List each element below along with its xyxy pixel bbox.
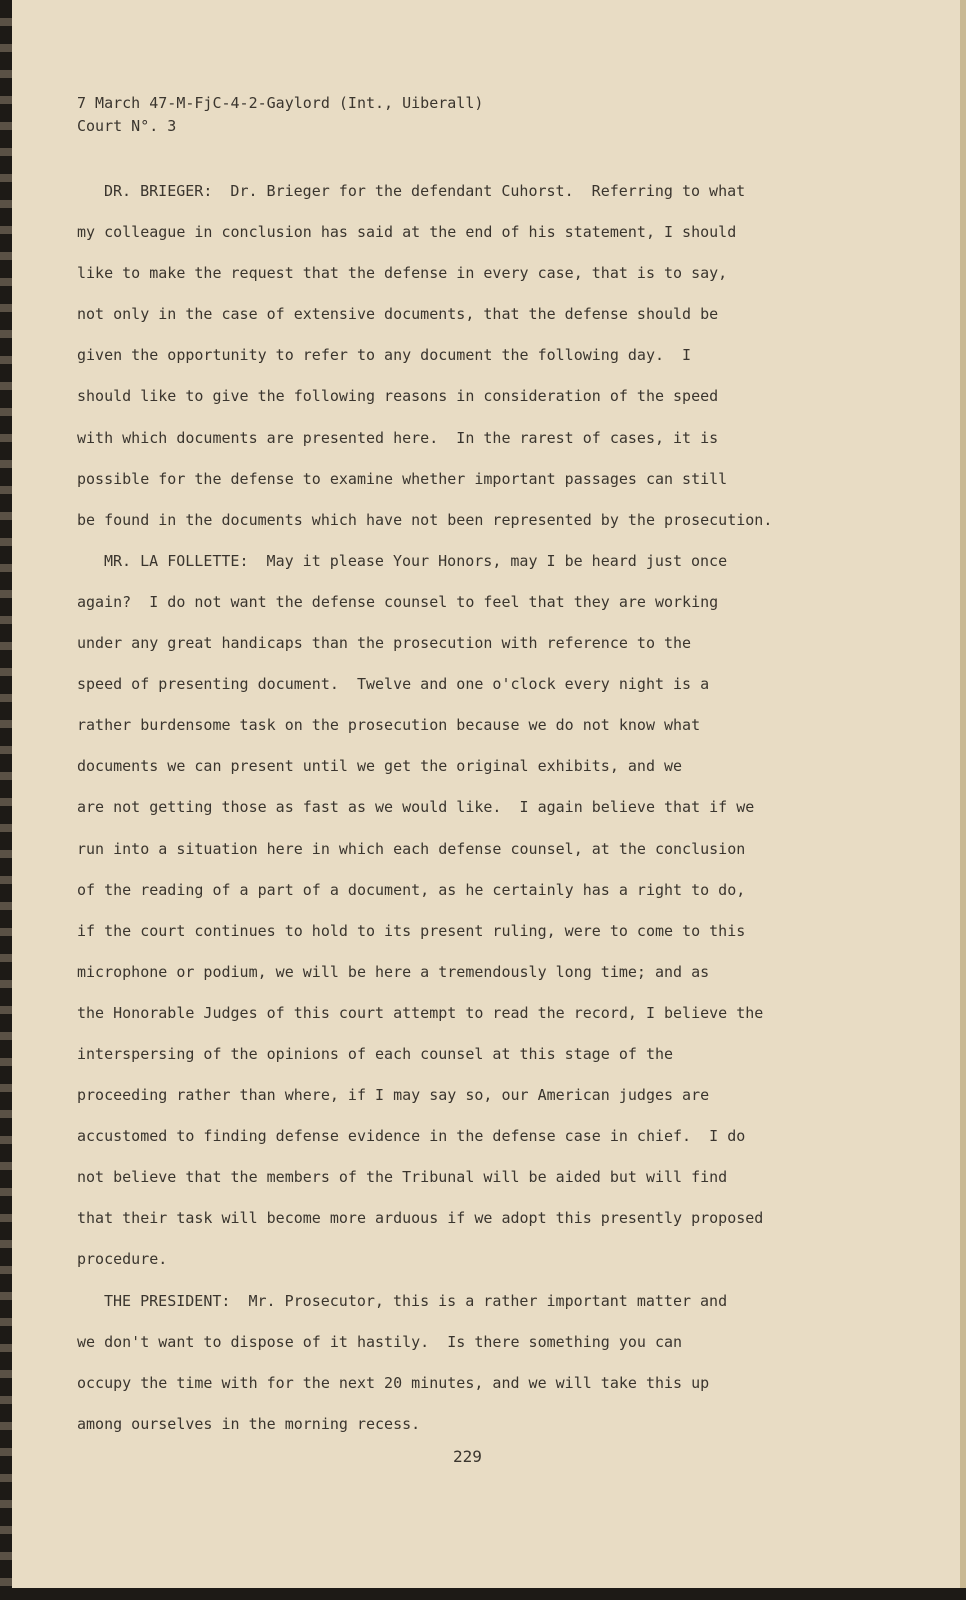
transcript-line: DR. BRIEGER: Dr. Brieger for the defendant Cuhorst. Referring to what bbox=[104, 182, 746, 200]
transcript-line: of the reading of a part of a document, as he certainly has a right to do, bbox=[77, 880, 746, 899]
transcript-body bbox=[77, 179, 867, 1453]
transcript-line: accustomed to finding defense evidence in the defense case in chief. I do bbox=[77, 1127, 746, 1146]
page-right-edge bbox=[960, 0, 966, 1600]
transcript-line: interspersing of the opinions of each counsel at this stage of the bbox=[77, 1044, 674, 1063]
page-number: 229 bbox=[453, 1447, 482, 1466]
transcript-line: THE PRESIDENT: Mr. Prosecutor, this is a rather important matter and bbox=[104, 1291, 728, 1310]
transcript-line: speed of presenting document. Twelve and one o'clock every night is a bbox=[77, 675, 710, 694]
transcript-line: like to make the request that the defense in every case, that is to say, bbox=[77, 264, 728, 283]
transcript-line: if the court continues to hold to its present ruling, were to come to this bbox=[77, 921, 746, 940]
header-reference-line: 7 March 47-M-FjC-4-2-Gaylord (Int., Uiberall) bbox=[77, 94, 484, 112]
transcript-line: MR. LA FOLLETTE: May it please Your Honors, may I be heard just once bbox=[104, 551, 728, 570]
transcript-line: should like to give the following reasons in consideration of the speed bbox=[77, 387, 719, 406]
transcript-line: among ourselves in the morning recess. bbox=[77, 1414, 421, 1433]
transcript-line: my colleague in conclusion has said at the end of his statement, I should bbox=[77, 223, 737, 242]
transcript-line: we don't want to dispose of it hastily. Is there something you can bbox=[77, 1332, 683, 1351]
transcript-line: not only in the case of extensive documents, that the defense should be bbox=[77, 305, 719, 324]
transcript-line: be found in the documents which have not been represented by the prosecution. bbox=[77, 510, 773, 529]
transcript-line: proceeding rather than where, if I may say so, our American judges are bbox=[77, 1086, 710, 1105]
transcript-line: given the opportunity to refer to any document the following day. I bbox=[77, 346, 692, 365]
transcript-line: possible for the defense to examine whether important passages can still bbox=[77, 469, 728, 488]
transcript-line: documents we can present until we get the original exhibits, and we bbox=[77, 757, 683, 776]
transcript-line: procedure. bbox=[77, 1250, 168, 1269]
transcript-line: are not getting those as fast as we would like. I again believe that if we bbox=[77, 798, 755, 817]
page-bottom-edge bbox=[0, 1588, 966, 1600]
transcript-line: microphone or podium, we will be here a tremendously long time; and as bbox=[77, 962, 710, 981]
transcript-line: under any great handicaps than the prosecution with reference to the bbox=[77, 634, 692, 653]
transcript-line: that their task will become more arduous if we adopt this presently proposed bbox=[77, 1209, 764, 1228]
transcript-line: again? I do not want the defense counsel to feel that they are working bbox=[77, 592, 719, 611]
header-court-line: Court N°. 3 bbox=[77, 117, 177, 135]
transcript-line: the Honorable Judges of this court attempt to read the record, I believe the bbox=[77, 1003, 764, 1022]
transcript-line: occupy the time with for the next 20 minutes, and we will take this up bbox=[77, 1373, 710, 1392]
document-header bbox=[77, 92, 483, 138]
transcript-line: with which documents are presented here. In the rarest of cases, it is bbox=[77, 428, 719, 447]
transcript-line: not believe that the members of the Tribunal will be aided but will find bbox=[77, 1168, 728, 1187]
binding-edge bbox=[0, 0, 12, 1600]
transcript-line: rather burdensome task on the prosecution because we do not know what bbox=[77, 716, 701, 735]
transcript-line: run into a situation here in which each defense counsel, at the conclusion bbox=[77, 839, 746, 858]
